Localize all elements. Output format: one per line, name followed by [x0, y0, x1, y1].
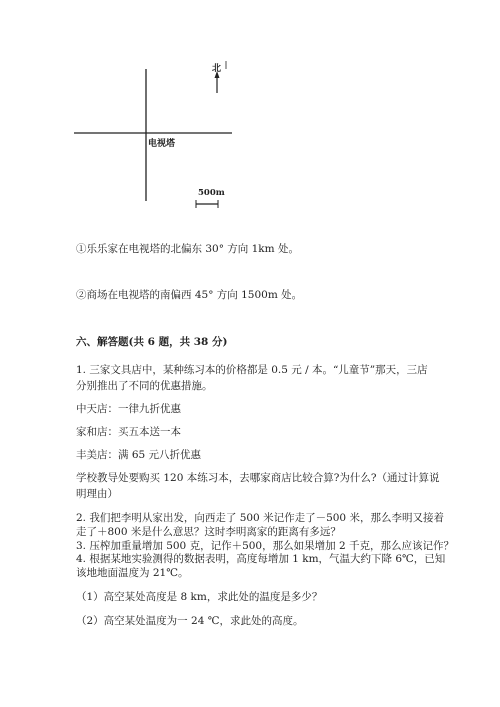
- answer-1: ①乐乐家在电视塔的北偏东 30° 方向 1km 处。: [76, 243, 299, 255]
- store-option-3: 丰美店：满 65 元八折优惠: [76, 449, 202, 461]
- north-label: 北: [212, 64, 222, 74]
- question-2-line-1: 2. 我们把李明从家出发，向西走了 500 米记作走了－500 米，那么李明又接着: [76, 512, 444, 524]
- scale-label: 500m: [198, 188, 225, 198]
- question-1-ask-line-2: 明理由）: [76, 488, 118, 500]
- direction-map-figure: [72, 55, 242, 215]
- tv-tower-label: 电视塔: [148, 139, 176, 149]
- question-2-line-2: 走了＋800 米是什么意思？这时李明离家的距离有多远？: [76, 526, 341, 538]
- question-4-line-2: 该地地面温度为 21℃。: [76, 567, 189, 579]
- question-1-line-1: 1. 三家文具店中，某种练习本的价格都是 0.5 元 / 本。“儿童节”那天，三店: [76, 364, 428, 376]
- question-4-sub-1: （1）高空某处高度是 8 km，求此处的温度是多少？: [76, 591, 323, 603]
- store-option-2: 家和店：买五本送一本: [76, 426, 181, 438]
- question-4-sub-2: （2）高空某处温度为一 24 ℃，求此处的高度。: [76, 615, 304, 627]
- question-1-line-2: 分别推出了不同的优惠措施。: [76, 380, 213, 392]
- answer-2: ②商场在电视塔的南偏西 45° 方向 1500m 处。: [76, 289, 303, 301]
- section-six-heading: 六、解答题(共 6 题，共 38 分): [76, 336, 228, 348]
- question-1-ask-line-1: 学校教导处要购买 120 本练习本，去哪家商店比较合算?为什么?（通过计算说: [76, 472, 440, 484]
- question-3-line-1: 3. 压榨加重量增加 500 克，记作＋500，那么如果增加 2 千克，那么应该记作？: [76, 540, 454, 552]
- store-option-1: 中天店：一律九折优惠: [76, 403, 181, 415]
- question-4-line-1: 4. 根据某地实验测得的数据表明，高度每增加 1 km，气温大约下降 6℃，已知: [76, 553, 446, 565]
